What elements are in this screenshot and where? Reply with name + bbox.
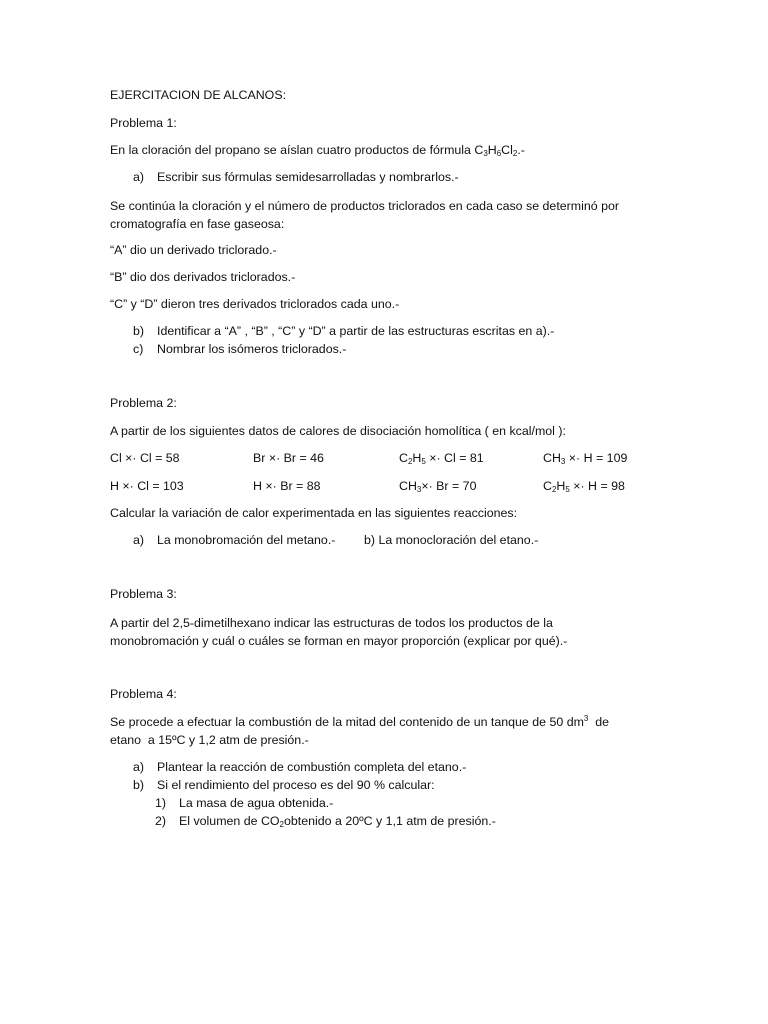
problem-2-intro: A partir de los siguientes datos de calores de disociación homolítica ( en kcal/mol ): <box>110 424 566 438</box>
list-item-text: Identificar a “A” , “B” , “C” y “D” a partir de las estructuras escritas en a).- <box>157 324 555 338</box>
list-marker: b) <box>133 778 145 792</box>
energy-table-row-2 <box>110 479 670 495</box>
problem-1-line-b: “B” dio dos derivados triclorados.- <box>110 270 296 284</box>
energy-c2h5-h: $C_2H_5 \times\cdot H = 98$ <box>543 479 625 494</box>
page-title: EJERCITACION DE ALCANOS: <box>110 88 287 102</box>
energy-ch3-br: $CH_3\times\cdot Br = 70$ <box>399 479 477 494</box>
list-marker: 1) <box>155 796 167 810</box>
list-item-text: Nombrar los isómeros triclorados.- <box>157 342 347 356</box>
energy-c2h5-cl: $C_2H_5 \times\cdot Cl = 81$ <box>399 451 484 466</box>
problem-1-line-cd: “C” y “D” dieron tres derivados triclorados cada uno.- <box>110 297 400 311</box>
problem-1-heading: Problema 1: <box>110 116 177 130</box>
list-marker: a) <box>133 760 145 774</box>
problem-4-line-2: etano a 15ºC y 1,2 atm de presión.- <box>110 733 309 747</box>
problem-4-line-1: Se procede a efectuar la combustión de la mitad del contenido de un tanque de 50 $dm^3$ de <box>110 714 610 729</box>
list-item-text: El volumen de $CO_2obtenido$ a 20ºC y 1,1 atm de presión.- <box>179 814 496 829</box>
list-item-text: Escribir sus fórmulas semidesarrolladas y nombrarlos.- <box>157 170 459 184</box>
energy-h-cl: H ×· Cl = 103 <box>110 479 184 493</box>
problem-3-heading: Problema 3: <box>110 587 177 601</box>
problem-1-paragraph: Se continúa la cloración y el número de productos triclorados en cada caso se determinó por cromatografía en fase gaseosa: <box>110 199 619 231</box>
energy-h-br: H ×· Br = 88 <box>253 479 321 493</box>
energy-cl-cl: Cl ×· Cl = 58 <box>110 451 180 465</box>
list-item-text: La monobromación del metano.- <box>157 533 336 547</box>
list-item-text: Plantear la reacción de combustión completa del etano.- <box>157 760 467 774</box>
list-item-text: La masa de agua obtenida.- <box>179 796 334 810</box>
energy-br-br: Br ×· Br = 46 <box>253 451 324 465</box>
problem-2-calc: Calcular la variación de calor experimentada en las siguientes reacciones: <box>110 506 518 520</box>
list-marker: c) <box>133 342 144 356</box>
list-marker: a) <box>133 170 145 184</box>
energy-ch3-h: $CH_3 \times\cdot H = 109$ <box>543 451 628 466</box>
list-marker: a) <box>133 533 145 547</box>
list-item-text: b) La monocloración del etano.- <box>364 533 539 547</box>
list-marker: 2) <box>155 814 167 828</box>
energy-table-row-1 <box>110 451 670 467</box>
problem-1-intro: En la cloración del propano se aíslan cuatro productos de fórmula $C_3H_6Cl_2.-$ <box>110 143 525 158</box>
problem-3-text: A partir del 2,5-dimetilhexano indicar las estructuras de todos los productos de la monobromación y cuál o cuáles se forman en mayor proporción (explicar por qué).- <box>110 616 568 648</box>
problem-4-heading: Problema 4: <box>110 687 177 701</box>
problem-1-line-a: “A” dio un derivado triclorado.- <box>110 243 277 257</box>
list-marker: b) <box>133 324 145 338</box>
problem-2-heading: Problema 2: <box>110 396 177 410</box>
list-item-text: Si el rendimiento del proceso es del 90 % calcular: <box>157 778 435 792</box>
